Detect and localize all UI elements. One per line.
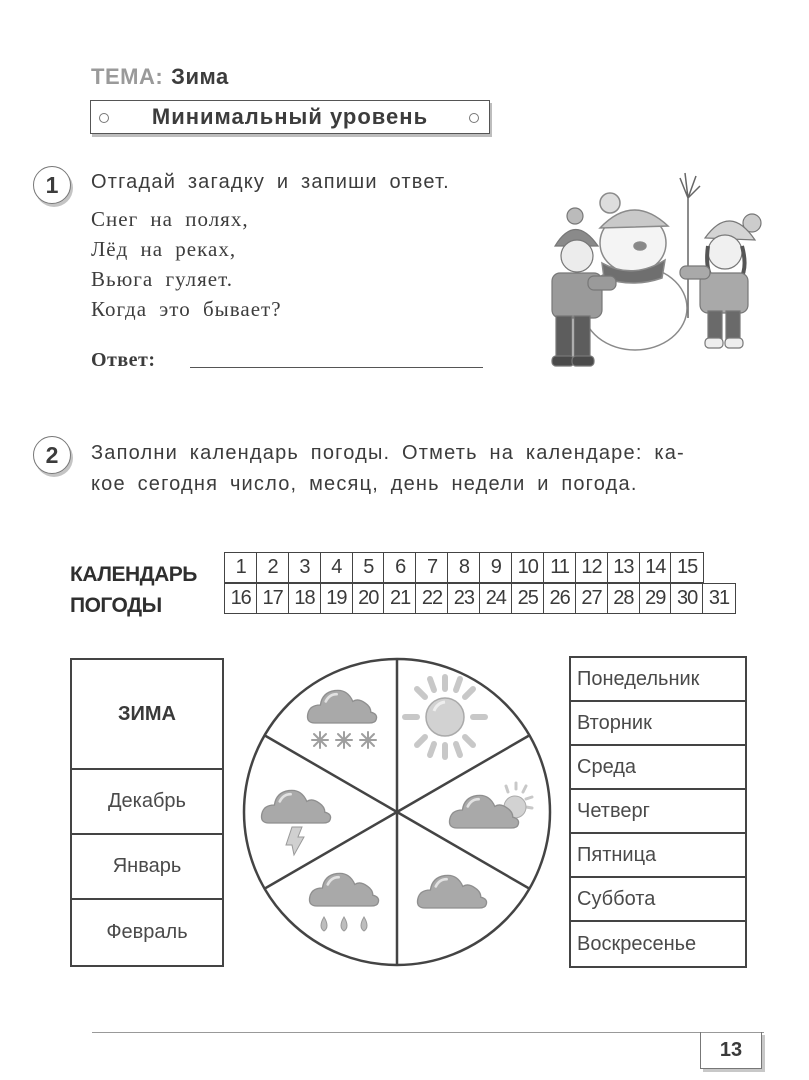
month-cell[interactable]: Январь	[72, 835, 222, 900]
calendar-day-cell[interactable]: 12	[575, 552, 608, 583]
riddle-line: Снег на полях,	[91, 207, 249, 231]
month-cell[interactable]: Декабрь	[72, 770, 222, 835]
calendar-day-cell[interactable]: 15	[670, 552, 703, 583]
task1-instruction: Отгадай загадку и запиши ответ.	[91, 171, 450, 193]
level-banner	[90, 100, 490, 134]
calendar-row-1	[224, 552, 704, 583]
calendar-day-cell[interactable]: 30	[670, 583, 703, 614]
calendar-day-cell[interactable]: 23	[447, 583, 480, 614]
task2-instruction-line2: кое сегодня число, месяц, день недели и погода.	[91, 473, 638, 495]
calendar-day-cell[interactable]: 13	[607, 552, 640, 583]
calendar-day-cell[interactable]: 21	[383, 583, 416, 614]
calendar-row-2	[224, 583, 736, 614]
calendar-day-cell[interactable]: 31	[702, 583, 735, 614]
calendar-day-cell[interactable]: 24	[479, 583, 512, 614]
calendar-day-cell[interactable]: 7	[415, 552, 448, 583]
topic-heading	[91, 64, 229, 90]
month-cell[interactable]: Февраль	[106, 921, 188, 943]
calendar-day-cell[interactable]: 16	[224, 583, 257, 614]
calendar-day-cell[interactable]: 1	[224, 552, 257, 583]
calendar-day-cell[interactable]: 19	[320, 583, 353, 614]
calendar-title-line1: КАЛЕНДАРЬ	[70, 563, 197, 586]
page-number: 13	[700, 1032, 762, 1069]
weekday-panel	[569, 656, 747, 968]
season-panel	[70, 658, 224, 967]
calendar-day-cell[interactable]: 14	[639, 552, 672, 583]
calendar-day-cell[interactable]: 11	[543, 552, 576, 583]
level-label: Минимальный уровень	[151, 104, 429, 129]
calendar-day-cell[interactable]: 8	[447, 552, 480, 583]
topic-label: ТЕМА:	[91, 64, 164, 89]
task-number-1: 1	[33, 166, 71, 204]
weather-wheel	[240, 655, 555, 970]
calendar-day-cell[interactable]: 18	[288, 583, 321, 614]
calendar-day-cell[interactable]: 4	[320, 552, 353, 583]
calendar-day-cell[interactable]: 6	[383, 552, 416, 583]
weekday-cell[interactable]: Вторник	[571, 702, 745, 746]
calendar-day-cell[interactable]: 10	[511, 552, 544, 583]
riddle-line: Лёд на реках,	[91, 237, 237, 261]
weekday-cell[interactable]: Среда	[571, 746, 745, 790]
answer-label: Ответ:	[91, 349, 156, 371]
task2-instruction-line1: Заполни календарь погоды. Отметь на календаре: ка-	[91, 442, 685, 464]
sun-icon[interactable]	[405, 677, 485, 757]
calendar-day-cell[interactable]: 2	[256, 552, 289, 583]
calendar-day-cell[interactable]: 22	[415, 583, 448, 614]
task-number-2: 2	[33, 436, 71, 474]
weekday-cell[interactable]: Четверг	[571, 790, 745, 834]
calendar-day-cell[interactable]: 28	[607, 583, 640, 614]
calendar-day-cell[interactable]: 5	[352, 552, 385, 583]
riddle-line: Вьюга гуляет.	[91, 267, 233, 291]
answer-field[interactable]	[190, 367, 483, 368]
bullet-icon	[99, 113, 109, 123]
calendar-day-cell[interactable]: 20	[352, 583, 385, 614]
weekday-cell[interactable]: Пятница	[571, 834, 745, 878]
bullet-icon	[469, 113, 479, 123]
calendar-day-cell[interactable]: 26	[543, 583, 576, 614]
calendar-day-cell[interactable]: 25	[511, 583, 544, 614]
riddle-line: Когда это бывает?	[91, 297, 282, 321]
weekday-cell[interactable]: Суббота	[571, 878, 745, 922]
calendar-day-cell[interactable]: 3	[288, 552, 321, 583]
snowman-illustration	[540, 168, 765, 373]
calendar-day-cell[interactable]: 9	[479, 552, 512, 583]
season-title[interactable]: ЗИМА	[72, 660, 222, 770]
calendar-title-line2: ПОГОДЫ	[70, 594, 162, 617]
weekday-cell[interactable]: Понедельник	[571, 658, 745, 702]
calendar-day-cell[interactable]: 29	[639, 583, 672, 614]
footer-divider	[92, 1032, 764, 1033]
topic-value: Зима	[171, 64, 229, 89]
calendar-day-cell[interactable]: 27	[575, 583, 608, 614]
weekday-cell[interactable]: Воскресенье	[577, 932, 697, 955]
calendar-day-cell[interactable]: 17	[256, 583, 289, 614]
riddle	[91, 204, 282, 324]
